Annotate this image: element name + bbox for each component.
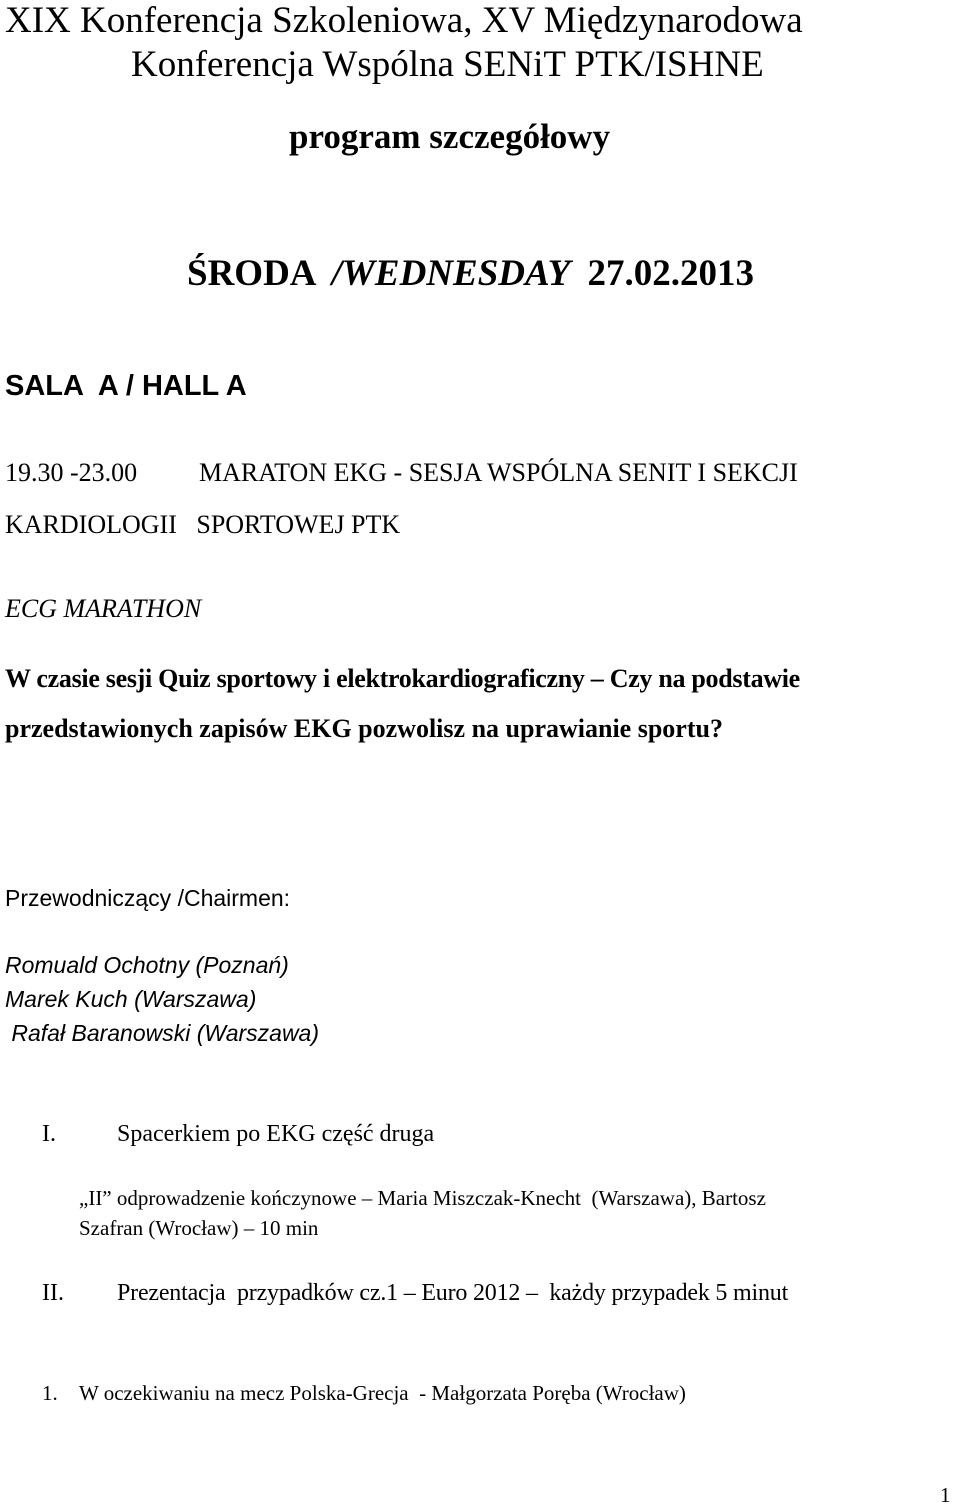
conference-title-line2: Konferencja Wspólna SENiT PTK/ISHNE	[131, 44, 764, 85]
item-title: Prezentacja przypadków cz.1 – Euro 2012 – każdy przypadek 5 minut	[117, 1280, 789, 1306]
chairman-name: Marek Kuch (Warszawa)	[5, 986, 257, 1012]
day-heading	[187, 252, 754, 295]
sub-item-text: W oczekiwaniu na mecz Polska-Grecja - Małgorzata Poręba (Wrocław)	[79, 1381, 686, 1405]
page-number: 1	[940, 1483, 951, 1507]
item-number: I.	[42, 1121, 56, 1147]
session-time: 19.30 -23.00	[5, 458, 138, 487]
chairman-name: Rafał Baranowski (Warszawa)	[5, 1020, 320, 1046]
item-detail-line1: „II” odprowadzenie kończynowe – Maria Miszczak-Knecht (Warszawa), Bartosz	[79, 1186, 766, 1210]
chairmen-label: Przewodniczący /Chairmen:	[5, 885, 291, 911]
item-detail-line2: Szafran (Wrocław) – 10 min	[79, 1216, 319, 1240]
conference-title-line1: XIX Konferencja Szkoleniowa, XV Międzynarodowa	[5, 0, 803, 41]
session-title-line2: KARDIOLOGII SPORTOWEJ PTK	[5, 510, 401, 539]
quiz-line1: W czasie sesji Quiz sportowy i elektrokardiograficzny – Czy na podstawie	[5, 664, 800, 693]
day-name-en: /WEDNESDAY	[331, 253, 571, 294]
hall-label: SALA A / HALL A	[5, 370, 247, 402]
session-title-line1: MARATON EKG - SESJA WSPÓLNA SENIT I SEKCJI	[199, 458, 798, 487]
day-date: 27.02.2013	[587, 253, 754, 294]
item-number: II.	[42, 1280, 64, 1306]
sub-item-number: 1.	[42, 1381, 58, 1405]
program-subtitle: program szczegółowy	[289, 117, 611, 156]
chairman-name: Romuald Ochotny (Poznań)	[5, 952, 289, 978]
item-title: Spacerkiem po EKG część druga	[117, 1121, 435, 1147]
session-title-en: ECG MARATHON	[5, 594, 202, 623]
quiz-line2: przedstawionych zapisów EKG pozwolisz na uprawianie sportu?	[5, 714, 723, 743]
day-name-pl: ŚRODA	[187, 253, 315, 294]
